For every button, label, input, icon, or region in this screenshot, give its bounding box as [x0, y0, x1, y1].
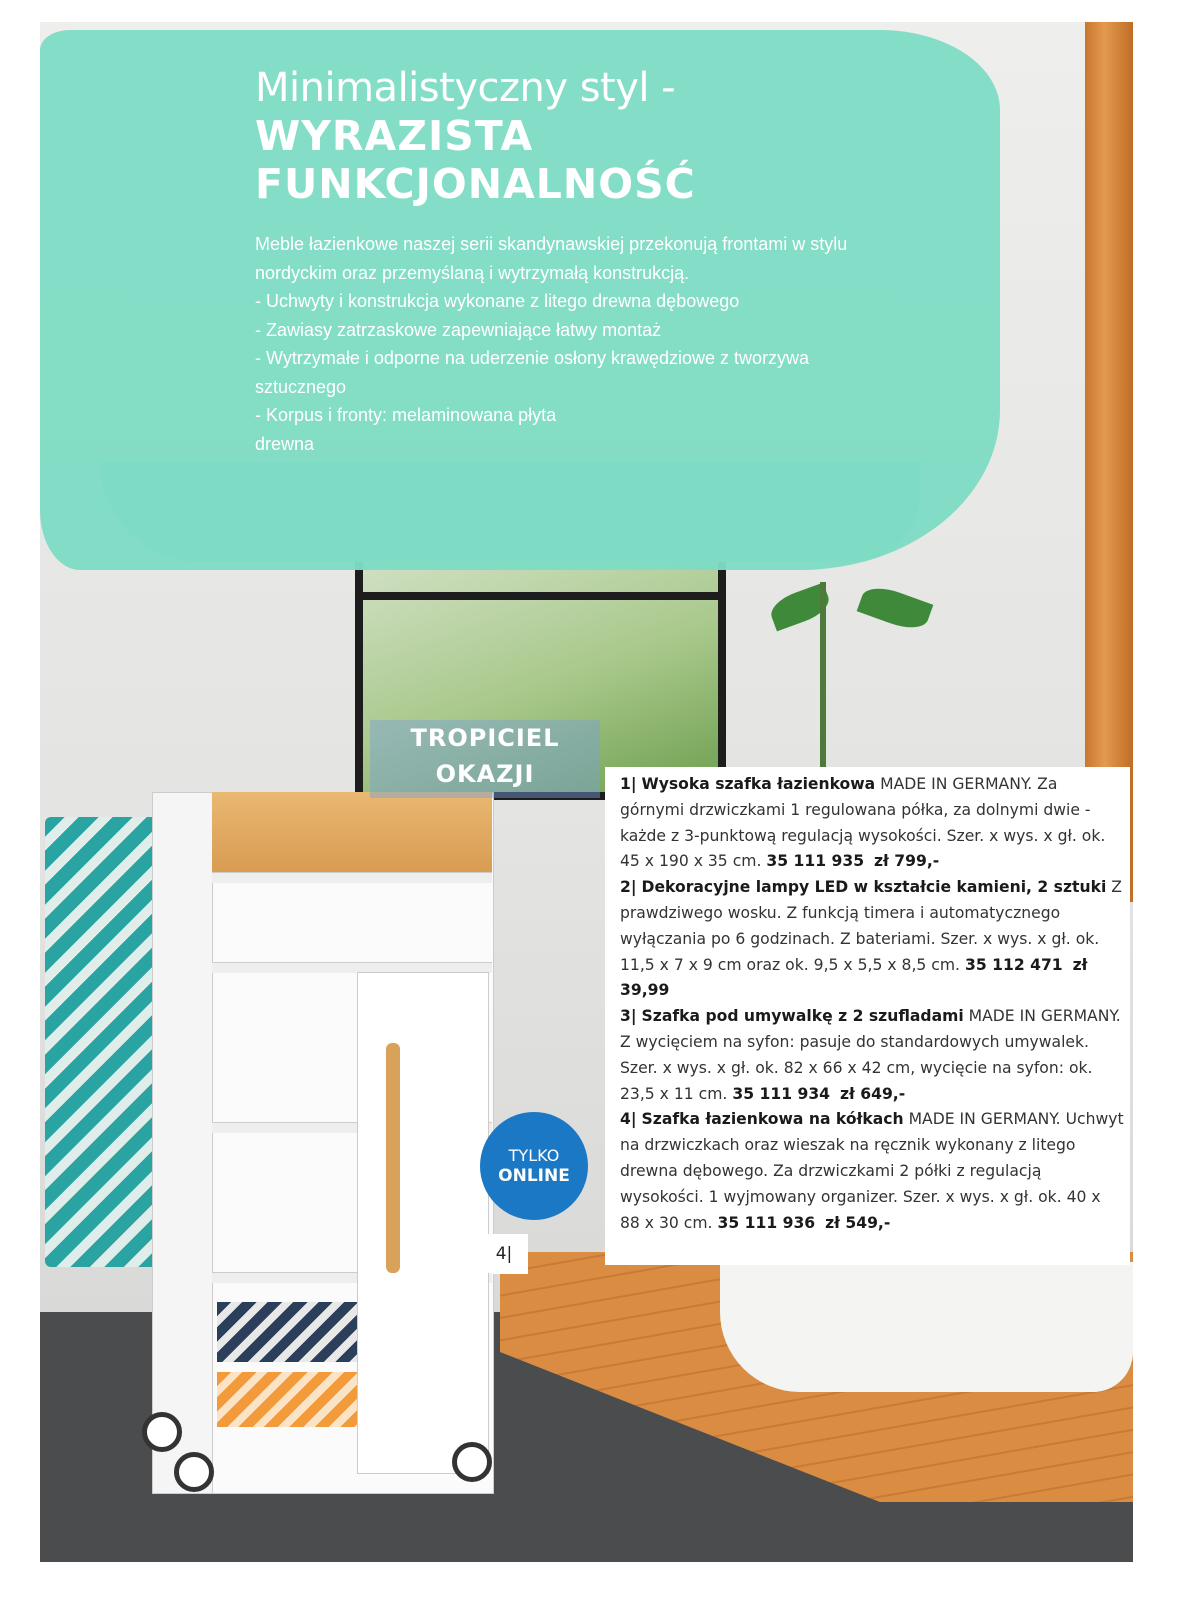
product-price: zł 649,- — [839, 1084, 906, 1103]
folded-towel-navy — [217, 1302, 357, 1362]
product-name: Dekoracyjne lampy LED w kształcie kamieni, 2 sztuki — [641, 878, 1107, 897]
product-number: 3| — [620, 1007, 637, 1026]
bathtub — [720, 1262, 1133, 1392]
product-description: MADE IN GERMANY. Za górnymi drzwiczkami 1 regulowana półka, za dolnymi dwie - każde z 3-punktową regulacją wysokości. Szer. x wys. x gł. ok. 45 x 190 x 35 cm. — [620, 775, 1106, 871]
cabinet-side — [152, 792, 214, 1494]
intro-text — [255, 230, 905, 458]
folded-towel-orange — [217, 1372, 357, 1427]
online-only-badge — [480, 1112, 588, 1220]
feature-bullet: - Zawiasy zatrzaskowe zapewniające łatwy montaż — [255, 319, 662, 340]
watermark-logo — [370, 720, 600, 798]
product-code: 35 111 934 — [732, 1084, 831, 1103]
product-name: Wysoka szafka łazienkowa — [641, 775, 876, 793]
product-code: 35 112 471 — [965, 955, 1063, 974]
product-item — [620, 875, 1125, 1004]
product-name: Szafka pod umywalkę z 2 szufladami — [641, 1007, 964, 1026]
product-price: zł 799,- — [873, 852, 940, 871]
cabinet-door — [357, 972, 489, 1474]
headline-line1: Minimalistyczny styl - — [255, 65, 676, 111]
product-price: zł 39,99 — [620, 955, 1088, 1000]
product-list — [620, 772, 1125, 1236]
headline-line2: WYRAZISTA — [255, 112, 534, 160]
intro-paragraph: Meble łazienkowe naszej serii skandynawskiej przekonują frontami w stylu nordyckim oraz przemyślaną i wytrzymałą konstrukcją. — [255, 234, 848, 283]
wheel — [174, 1452, 214, 1492]
badge-line2: ONLINE — [498, 1166, 570, 1186]
product-number: 1| — [620, 775, 637, 793]
product-price: zł 549,- — [825, 1213, 891, 1232]
teal-brush-tail — [100, 462, 920, 562]
product-description: Z prawdziwego wosku. Z funkcją timera i automatycznego wyłączania po 6 godzinach. Z bateriami. Szer. x wys. x gł. ok. 11,5 x 7 x 9 cm oraz ok. 9,5 x 5,5 x 8,5 cm. — [620, 878, 1122, 974]
product-code: 35 111 936 — [717, 1213, 816, 1232]
item-marker: 4| — [480, 1234, 528, 1274]
headline-line3: FUNKCJONALNOŚĆ — [255, 160, 696, 208]
wooden-organizer — [212, 792, 492, 872]
product-number: 4| — [620, 1110, 637, 1129]
product-item — [620, 1107, 1125, 1236]
headline — [255, 64, 696, 208]
feature-bullet: - Wytrzymałe i odporne na uderzenie osłony krawędziowe z tworzywa sztucznego — [255, 348, 810, 397]
product-name: Szafka łazienkowa na kółkach — [641, 1110, 904, 1129]
catalog-page — [40, 22, 1133, 1562]
product-item — [620, 1004, 1125, 1107]
shelf — [212, 872, 492, 883]
window-bar — [363, 592, 718, 600]
feature-bullet: - Korpus i fronty: melaminowana płyta drewna — [255, 405, 557, 454]
watermark-line2: OKAZJI — [435, 760, 535, 788]
wheel — [452, 1442, 492, 1482]
product-description: MADE IN GERMANY. Z wycięciem na syfon: pasuje do standardowych umywalek. Szer. x wys. x gł. ok. 82 x 66 x 42 cm, wycięcie na syfon: ok. 23,5 x 11 cm. — [620, 1007, 1121, 1103]
plant-stem — [820, 582, 826, 782]
cabinet-on-wheels — [152, 792, 502, 1492]
feature-bullet: - Uchwyty i konstrukcja wykonane z litego drewna dębowego — [255, 291, 740, 311]
product-number: 2| — [620, 878, 637, 897]
product-item — [620, 772, 1125, 875]
wheel — [142, 1412, 182, 1452]
watermark-line1: TROPICIEL — [410, 724, 560, 752]
door-handle — [386, 1043, 400, 1273]
badge-line1: TYLKO — [508, 1146, 560, 1165]
product-description: MADE IN GERMANY. Uchwyt na drzwiczkach oraz wieszak na ręcznik wykonany z litego drewna dębowego. Za drzwiczkami 2 półki z regulacją wysokości. 1 wyjmowany organizer. Szer. x wys. x gł. ok. 40 x 88 x 30 cm. — [620, 1110, 1124, 1232]
product-code: 35 111 935 — [766, 852, 865, 871]
